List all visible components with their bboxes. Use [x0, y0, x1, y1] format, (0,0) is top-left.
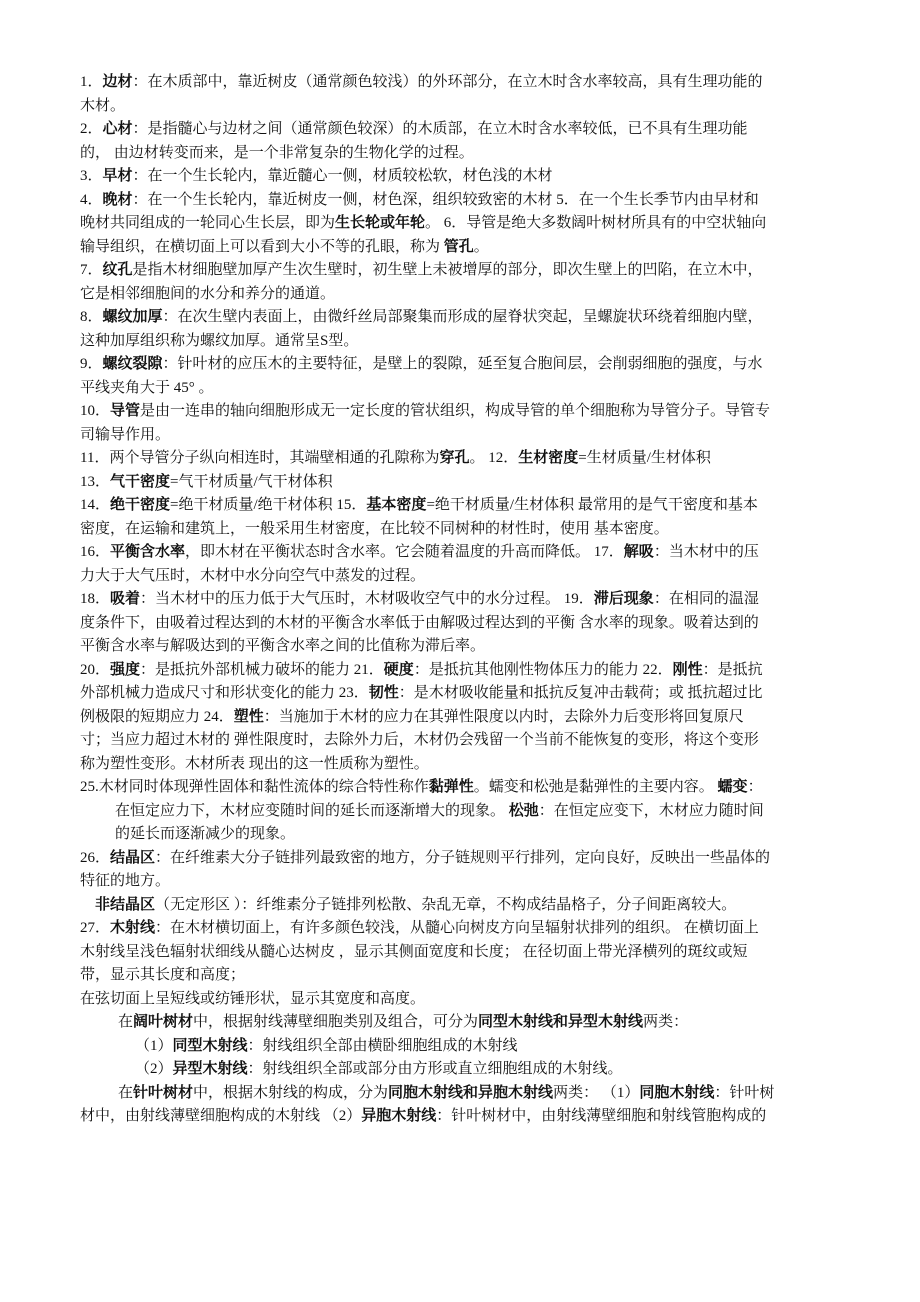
text-run: =绝干材质量/生材体积 最常用的是气干密度和基本 [426, 497, 758, 513]
text-run: ：是指髓心与边材之间（通常颜色较深）的木质部，在立木时含水率较低，已不具有生理功能 [132, 121, 748, 137]
text-line [80, 541, 850, 565]
text-run: ： [747, 779, 763, 795]
text-run: 。 12． [469, 450, 519, 466]
text-line [80, 494, 850, 518]
text-run: ：在木质部中，靠近树皮（通常颜色较浅）的外环部分，在立木时含水率较高，具有生理功能的 [132, 74, 763, 90]
text-run: ：是抵抗其他刚性物体压力的能力 22． [413, 661, 673, 678]
text-run: ：在一个生长轮内，靠近髓心一侧，材质较松软，材色浅的木材 [132, 168, 553, 184]
text-run: 例极限的短期应力 24． [80, 708, 234, 725]
text-run: 18． [80, 591, 111, 607]
term-bold: 吸着 [110, 591, 141, 607]
text-line [80, 565, 850, 589]
term-bold: 异型木射线 [172, 1061, 248, 1077]
text-line [80, 988, 850, 1012]
text-run: 材中，由射线薄壁细胞构成的木射线 （2） [80, 1108, 362, 1124]
text-run: ：针叶树 [714, 1084, 775, 1101]
term-bold: 基本密度 [366, 497, 427, 513]
term-bold: 韧性 [368, 685, 399, 701]
text-run: 称为塑性变形。木材所表 现出的这一性质称为塑性。 [80, 755, 429, 772]
term-bold: 黏弹性 [428, 779, 474, 795]
text-run: 平衡含水率与解吸达到的平衡含水率之间的比值称为滞后率。 [80, 638, 486, 654]
text-run: （2） [135, 1061, 173, 1077]
document-body [80, 71, 850, 1129]
term-bold: 晚材 [102, 191, 133, 208]
text-line [80, 95, 850, 119]
term-bold: 解吸 [623, 544, 654, 560]
term-bold: 蠕变 [717, 779, 748, 795]
text-run: 2． [80, 121, 103, 137]
text-line [80, 1035, 850, 1059]
term-bold: 气干密度 [110, 473, 171, 490]
term-bold: 纹孔 [102, 262, 133, 278]
term-bold: 硬度 [383, 661, 414, 678]
text-line [80, 941, 850, 965]
term-bold: 强度 [110, 661, 141, 678]
term-bold: 滞后现象 [593, 591, 654, 607]
term-bold: 平衡含水率 [110, 544, 186, 560]
text-run: 。 6．导管是绝大多数阔叶树材所具有的中空状轴向 [425, 215, 767, 231]
text-line [80, 353, 850, 377]
term-bold: 异胞木射线 [361, 1108, 437, 1124]
text-run: 16． [80, 544, 111, 560]
term-bold: 塑性 [233, 708, 264, 725]
text-line [80, 635, 850, 659]
term-bold: 刚性 [672, 661, 703, 678]
text-line [80, 165, 850, 189]
text-line [80, 612, 850, 636]
text-line [80, 800, 850, 824]
text-run: 平线夹角大于 45° 。 [80, 379, 214, 396]
text-run: 的延长而逐渐减少的现象。 [115, 826, 296, 842]
text-line [80, 189, 850, 213]
text-run: ，即木材在平衡状态时含水率。它会随着温度的升高而降低。 17． [185, 544, 624, 560]
text-run: 13． [80, 473, 111, 490]
text-line [80, 471, 850, 495]
term-bold: 穿孔 [439, 450, 470, 466]
text-line [80, 236, 850, 260]
text-run: 10． [80, 403, 111, 419]
term-bold: 管孔 [443, 238, 474, 255]
text-line [80, 447, 850, 471]
text-line [80, 753, 850, 777]
text-run: 20． [80, 661, 111, 678]
term-bold: 同型木射线 [172, 1037, 248, 1054]
text-line [80, 870, 850, 894]
text-line [80, 964, 850, 988]
text-line [80, 917, 850, 941]
text-run: 是指木材细胞壁加厚产生次生壁时，初生壁上未被增厚的部分，即次生壁上的凹陷，在立木中， [132, 262, 763, 278]
term-bold: 早材 [102, 168, 133, 184]
text-run: 9． [80, 356, 103, 372]
text-run: （1） [135, 1037, 173, 1054]
text-run: ：射线组织全部或部分由方形或直立细胞组成的木射线。 [247, 1061, 623, 1077]
term-bold: 同胞木射线和异胞木射线 [388, 1084, 554, 1101]
text-line [80, 142, 850, 166]
text-line [80, 1105, 850, 1129]
text-line [80, 424, 850, 448]
text-line [80, 1082, 850, 1106]
text-run: =气干材质量/气干材体积 [170, 473, 333, 490]
term-bold: 木射线 [110, 920, 156, 936]
text-run: 11．两个导管分子纵向相连时，其端壁相通的孔隙称为 [80, 450, 440, 466]
text-run: 木材。 [80, 97, 126, 114]
text-run: ：在次生壁内表面上，由微纤丝局部聚集而形成的屋脊状突起，呈螺旋状环绕着细胞内壁， [162, 309, 763, 325]
term-bold: 生材密度 [518, 450, 579, 466]
text-line [80, 659, 850, 683]
text-run: ：射线组织全部由横卧细胞组成的木射线 [247, 1037, 518, 1054]
text-run: ：是抵抗 [702, 661, 763, 678]
term-bold: 同型木射线和异型木射线 [478, 1014, 644, 1030]
term-bold: 针叶树材 [133, 1084, 194, 1101]
text-line [80, 1011, 850, 1035]
text-run: ：当木材中的压 [653, 544, 759, 560]
text-run: 度条件下，由吸着过程达到的木材的平衡含水率低于由解吸过程达到的平衡 含水率的现象。吸着达到的 [80, 614, 759, 631]
text-line [80, 400, 850, 424]
term-bold: 螺纹裂隙 [102, 356, 163, 372]
term-bold: 螺纹加厚 [102, 309, 163, 325]
text-run: 1． [80, 74, 103, 90]
text-line [80, 330, 850, 354]
text-run: 的， 由边材转变而来，是一个非常复杂的生物化学的过程。 [80, 144, 474, 161]
term-bold: 生长轮或年轮 [335, 215, 426, 231]
text-run: ：在相同的温湿 [653, 591, 759, 607]
text-run: 力大于大气压时，木材中水分向空气中蒸发的过程。 [80, 567, 426, 584]
text-run: =绝干材质量/绝干材体积 15． [170, 497, 367, 513]
text-run: 8． [80, 309, 103, 325]
term-bold: 边材 [102, 74, 133, 90]
text-run: 在 [118, 1014, 134, 1030]
text-line [80, 776, 850, 800]
text-run: ：当木材中的压力低于大气压时，木材吸收空气中的水分过程。 19． [140, 591, 594, 607]
text-run: 晚材共同组成的一轮同心生长层，即为 [80, 215, 336, 231]
term-bold: 松弛 [508, 802, 539, 819]
text-run: 中，根据射线薄壁细胞类别及组合，可分为 [193, 1014, 479, 1030]
text-line [80, 259, 850, 283]
text-run: 27． [80, 920, 111, 936]
text-line [80, 118, 850, 142]
text-run: 。蠕变和松弛是黏弹性的主要内容。 [473, 779, 718, 795]
text-line [80, 71, 850, 95]
text-run: 输导组织，在横切面上可以看到大小不等的孔眼，称为 [80, 238, 444, 255]
text-run: 7． [80, 262, 103, 278]
text-line [80, 706, 850, 730]
text-run: ：在一个生长轮内，靠近树皮一侧，材色深，组织较致密的木材 5．在一个生长季节内由早材和 [132, 191, 759, 208]
text-run: 在恒定应力下，木材应变随时间的延长而逐渐增大的现象。 [115, 802, 509, 819]
term-bold: 心材 [102, 121, 133, 137]
text-run: ：是抵抗外部机械力破坏的能力 21． [140, 661, 384, 678]
term-bold: 结晶区 [110, 849, 156, 866]
text-line [80, 283, 850, 307]
text-run: 26． [80, 849, 111, 866]
text-line [80, 729, 850, 753]
text-run: 是由一连串的轴向细胞形成无一定长度的管状组织，构成导管的单个细胞称为导管分子。导管专 [140, 403, 771, 419]
text-run: 木射线呈浅色辐射状细线从髓心达树皮 ，显示其侧面宽度和长度； 在径切面上带光泽横列的斑纹或短 [80, 943, 748, 960]
text-run: 25.木材同时体现弹性固体和黏性流体的综合特性称作 [80, 779, 429, 795]
text-run: 在弦切面上呈短线或纺锤形状，显示其宽度和高度。 [80, 990, 426, 1007]
term-bold: 同胞木射线 [639, 1084, 715, 1101]
text-run: 带，显示其长度和高度； [80, 967, 246, 983]
text-run: 司输导作用。 [80, 426, 171, 443]
text-run: 寸；当应力超过木材的 弹性限度时，去除外力后，木材仍会残留一个当前不能恢复的变形，将这个变形 [80, 732, 759, 748]
text-run: 两类： [643, 1014, 689, 1030]
text-run: 特征的地方。 [80, 873, 171, 889]
term-bold: 非结晶区 [95, 896, 156, 913]
text-line [80, 588, 850, 612]
text-run: 密度，在运输和建筑上，一般采用生材密度，在比较不同树种的材性时，使用 基本密度。 [80, 520, 669, 537]
text-run: 中，根据木射线的构成，分为 [193, 1084, 389, 1101]
text-line [80, 823, 850, 847]
text-line [80, 377, 850, 401]
term-bold: 绝干密度 [110, 497, 171, 513]
term-bold: 阔叶树材 [133, 1014, 194, 1030]
text-run: 4． [80, 191, 103, 208]
text-line [80, 894, 850, 918]
text-run: ：在纤维素大分子链排列最致密的地方，分子链规则平行排列，定向良好，反映出一些晶体的 [155, 849, 771, 866]
text-run: 两类： （1） [553, 1084, 640, 1101]
text-line [80, 518, 850, 542]
text-run: 3． [80, 168, 103, 184]
text-run: 。 [473, 238, 489, 255]
text-line [80, 212, 850, 236]
text-run: 在 [118, 1084, 134, 1101]
text-run: ：针叶树材中，由射线薄壁细胞和射线管胞构成的 [436, 1108, 767, 1124]
text-run: ：是木材吸收能量和抵抗反复冲击载荷；或 抵抗超过比 [398, 685, 763, 701]
text-line [80, 847, 850, 871]
text-line [80, 306, 850, 330]
text-line [80, 1058, 850, 1082]
term-bold: 导管 [110, 403, 141, 419]
text-line [80, 682, 850, 706]
text-run: 14． [80, 497, 111, 513]
text-run: ：针叶材的应压木的主要特征，是壁上的裂隙，延至复合胞间层，会削弱细胞的强度，与水 [162, 356, 763, 372]
text-run: （无定形区 ）：纤维素分子链排列松散、杂乱无章，不构成结晶格子，分子间距离较大。 [155, 896, 737, 913]
text-run: ：在木材横切面上，有许多颜色较浅，从髓心向树皮方向呈辐射状排列的组织。 在横切面上 [155, 920, 759, 936]
text-run: 这种加厚组织称为螺纹加厚。通常呈S型。 [80, 332, 359, 349]
text-run: =生材质量/生材体积 [578, 450, 711, 466]
text-run: ：在恒定应变下，木材应力随时间 [538, 802, 764, 819]
text-run: 外部机械力造成尺寸和形状变化的能力 23． [80, 685, 369, 701]
text-run: 它是相邻细胞间的水分和养分的通道。 [80, 285, 336, 302]
text-run: ：当施加于木材的应力在其弹性限度以内时，去除外力后变形将回复原尺 [263, 708, 744, 725]
